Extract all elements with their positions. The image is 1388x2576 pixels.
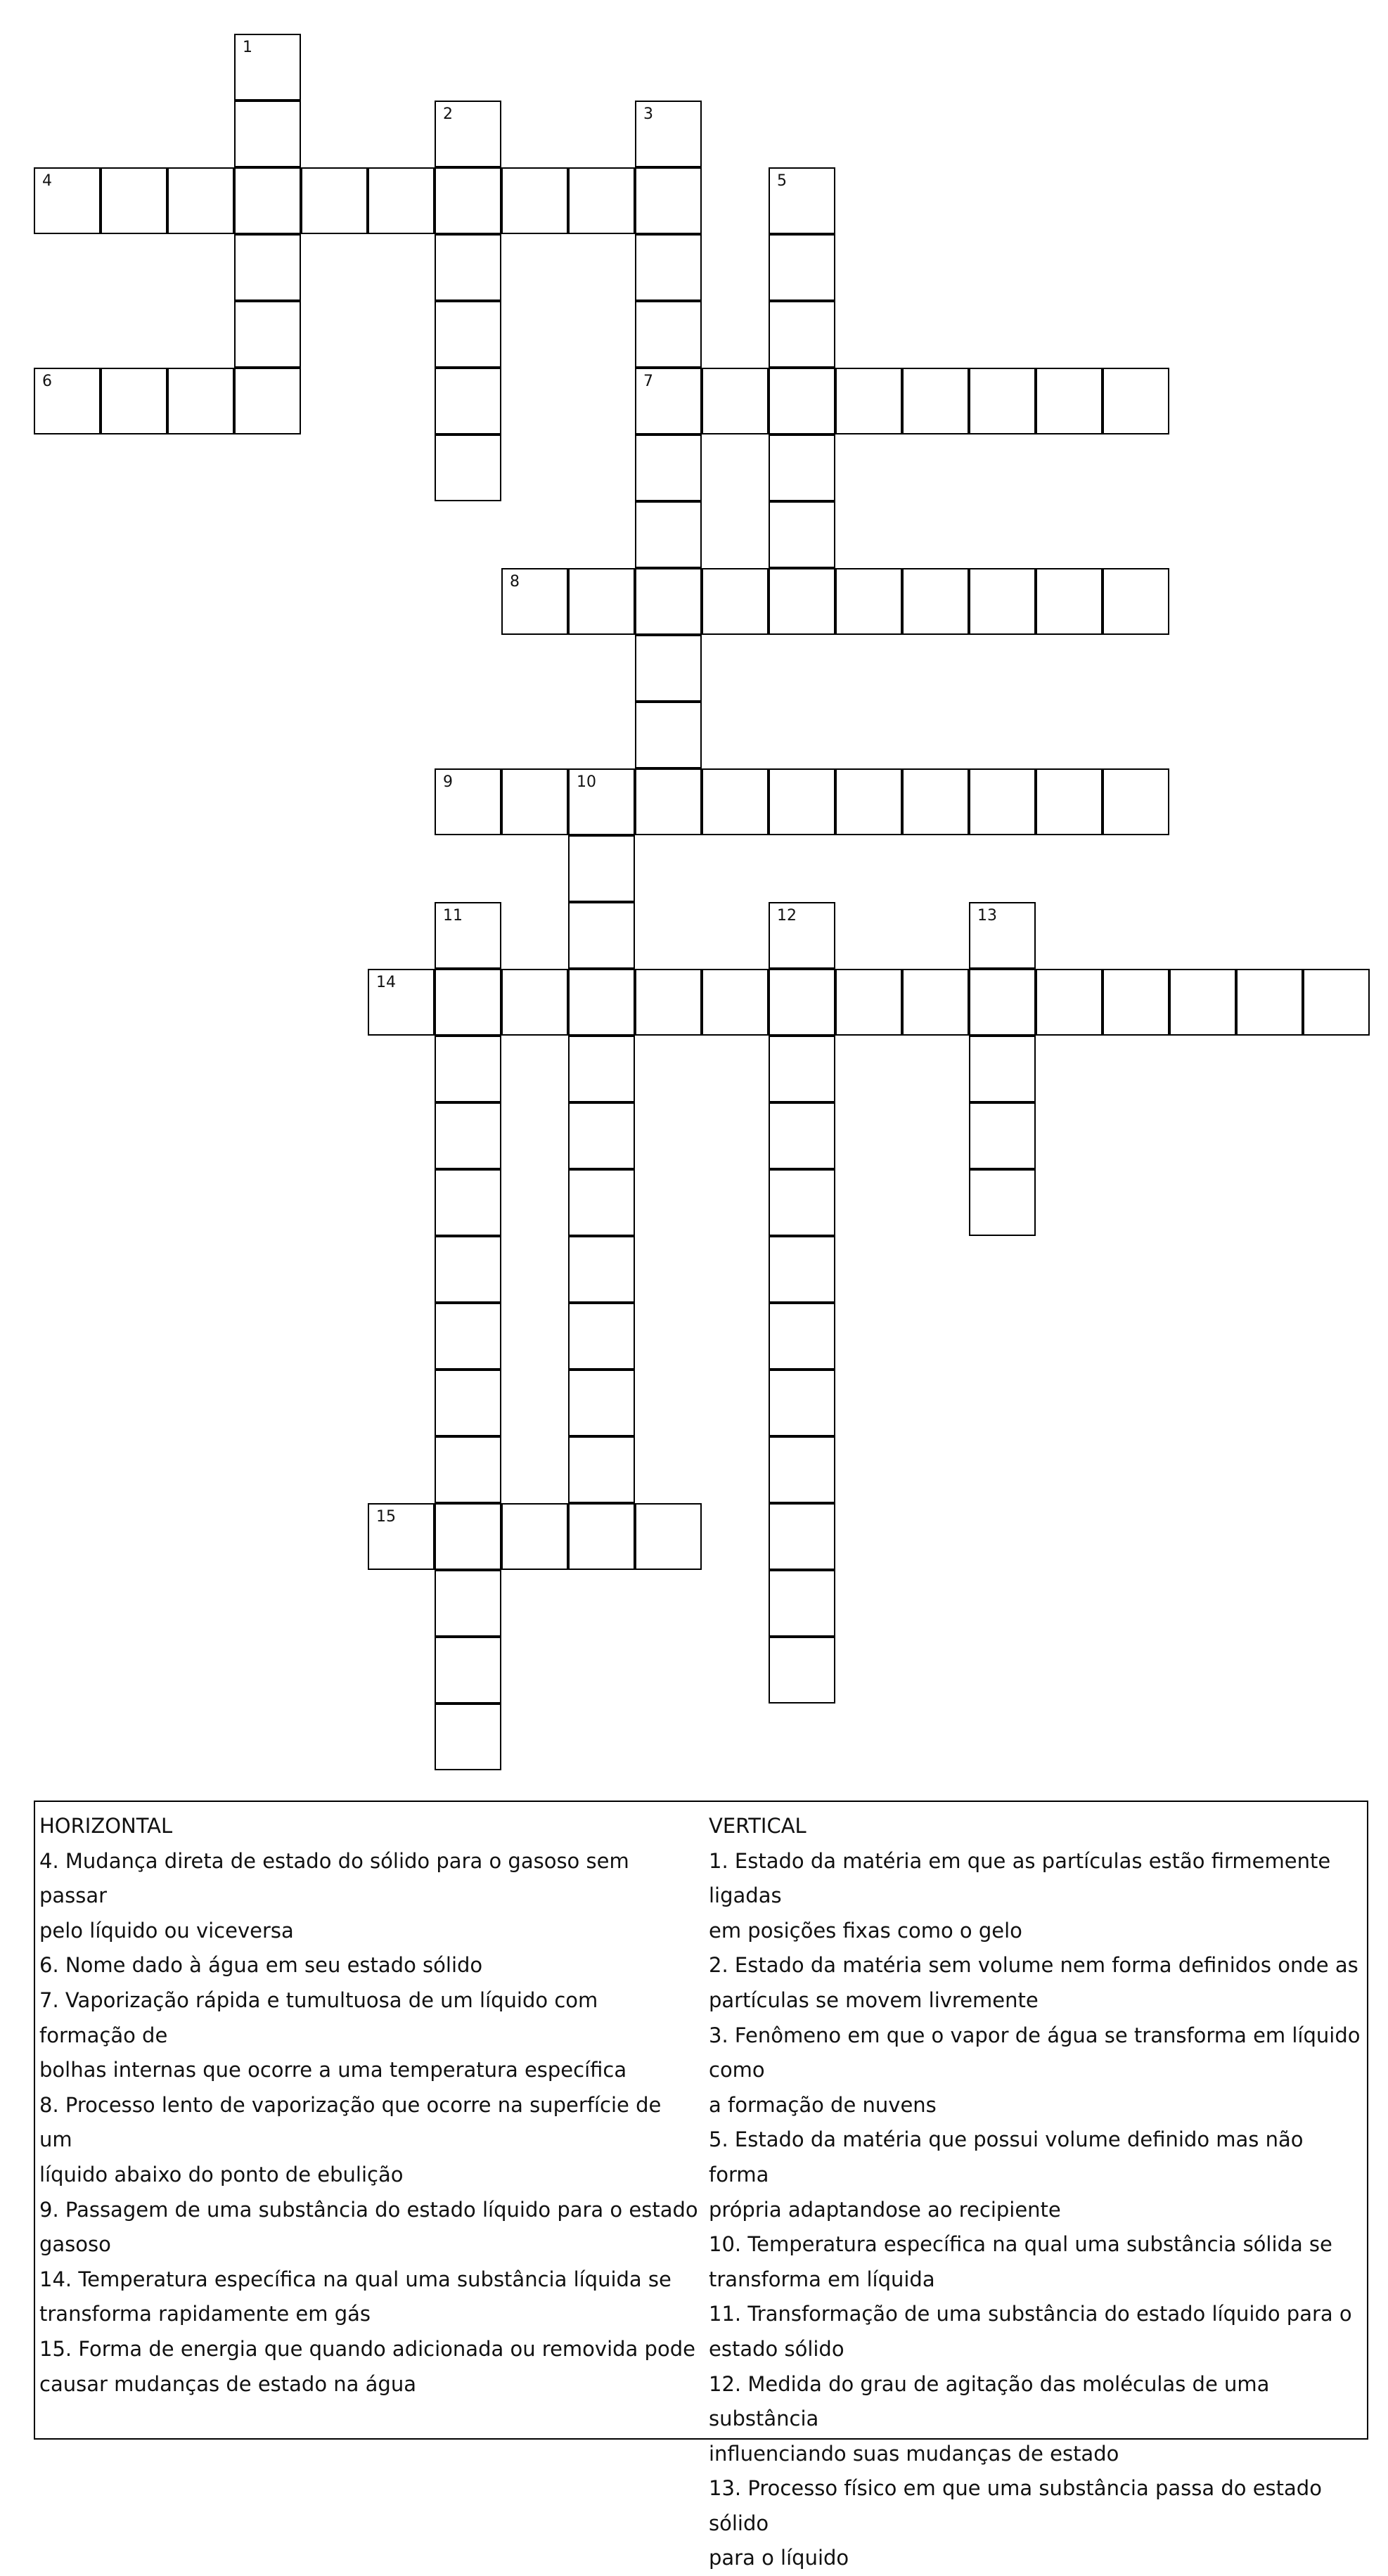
crossword-cell[interactable]	[234, 234, 301, 301]
horizontal-clues	[39, 1809, 700, 2402]
crossword-cell[interactable]	[635, 234, 702, 301]
crossword-cell[interactable]	[568, 568, 635, 635]
crossword-cell[interactable]	[1103, 368, 1169, 434]
clue-number: 1	[243, 39, 252, 56]
crossword-cell[interactable]	[835, 969, 902, 1036]
crossword-cell[interactable]	[769, 1503, 835, 1570]
crossword-cell[interactable]	[635, 101, 702, 167]
crossword-cell[interactable]	[1103, 969, 1169, 1036]
crossword-cell[interactable]	[1169, 969, 1236, 1036]
crossword-cell[interactable]	[635, 368, 702, 434]
crossword-cell[interactable]	[167, 368, 234, 434]
crossword-cell[interactable]	[435, 1570, 501, 1637]
clue-line: influenciando suas mudanças de estado	[709, 2441, 1119, 2466]
crossword-cell[interactable]	[1036, 768, 1103, 835]
crossword-cell[interactable]	[101, 368, 167, 434]
crossword-cell[interactable]	[702, 768, 769, 835]
crossword-cell[interactable]	[969, 1036, 1036, 1102]
crossword-cell[interactable]	[435, 1169, 501, 1236]
clue-line: 11. Transformação de uma substância do estado líquido para o	[709, 2302, 1352, 2326]
crossword-cell[interactable]	[435, 1370, 501, 1436]
crossword-cell[interactable]	[435, 902, 501, 969]
clue-number: 8	[510, 573, 520, 591]
crossword-cell[interactable]	[234, 368, 301, 434]
crossword-cell[interactable]	[769, 969, 835, 1036]
clue-line: transforma rapidamente em gás	[39, 2302, 371, 2326]
crossword-cell[interactable]	[769, 768, 835, 835]
crossword-cell[interactable]	[769, 1637, 835, 1704]
crossword-cell[interactable]	[568, 835, 635, 902]
clue-line: causar mudanças de estado na água	[39, 2371, 416, 2396]
crossword-cell[interactable]	[1036, 568, 1103, 635]
crossword-cell[interactable]	[435, 768, 501, 835]
clue-line: 9. Passagem de uma substância do estado líquido para o estado	[39, 2197, 698, 2222]
clues-box	[34, 1801, 1368, 2570]
crossword-cell[interactable]	[902, 969, 969, 1036]
crossword-cell[interactable]	[769, 234, 835, 301]
clue-line: 12. Medida do grau de agitação das moléculas de uma substância	[709, 2371, 1270, 2431]
crossword-cell[interactable]	[635, 568, 702, 635]
clue-number: 7	[643, 373, 653, 390]
crossword-cell[interactable]	[568, 902, 635, 969]
crossword-cell[interactable]	[568, 1303, 635, 1370]
crossword-cell[interactable]	[435, 1236, 501, 1303]
crossword-cell[interactable]	[568, 768, 635, 835]
crossword-cell[interactable]	[234, 101, 301, 167]
crossword-cell[interactable]	[501, 568, 568, 635]
crossword-cell[interactable]	[769, 568, 835, 635]
crossword-cell[interactable]	[435, 1704, 501, 1770]
crossword-cell[interactable]	[769, 368, 835, 434]
crossword-cell[interactable]	[769, 1370, 835, 1436]
crossword-cell[interactable]	[769, 1036, 835, 1102]
crossword-cell[interactable]	[769, 902, 835, 969]
clue-line: estado sólido	[709, 2336, 844, 2361]
crossword-cell[interactable]	[969, 1102, 1036, 1169]
clue-number: 3	[643, 105, 653, 123]
crossword-cell[interactable]	[769, 1169, 835, 1236]
crossword-cell[interactable]	[501, 768, 568, 835]
crossword-cell[interactable]	[101, 167, 167, 234]
crossword-cell[interactable]	[835, 368, 902, 434]
crossword-cell[interactable]	[635, 434, 702, 501]
crossword-cell[interactable]	[167, 167, 234, 234]
clue-line: em posições fixas como o gelo	[709, 1918, 1022, 1943]
vertical-heading: VERTICAL	[709, 1814, 807, 1838]
crossword-cell[interactable]	[568, 1169, 635, 1236]
crossword-cell[interactable]	[1236, 969, 1303, 1036]
crossword-cell[interactable]	[568, 1236, 635, 1303]
vertical-clues	[709, 1809, 1364, 2576]
clue-line: 15. Forma de energia que quando adicionada ou removida pode	[39, 2336, 695, 2361]
clue-line: 1. Estado da matéria em que as partículas estão firmemente ligadas	[709, 1848, 1331, 1908]
crossword-cell[interactable]	[702, 969, 769, 1036]
clue-number: 13	[977, 907, 997, 925]
crossword-cell[interactable]	[435, 368, 501, 434]
clue-line: líquido abaixo do ponto de ebulição	[39, 2162, 404, 2187]
crossword-cell[interactable]	[368, 1503, 435, 1570]
clue-number: 12	[777, 907, 797, 925]
clue-line: 6. Nome dado à água em seu estado sólido	[39, 1953, 483, 1978]
clue-number: 11	[443, 907, 463, 925]
clue-line: transforma em líquida	[709, 2267, 935, 2291]
clue-line: 7. Vaporização rápida e tumultuosa de um líquido com formação de	[39, 1988, 598, 2047]
crossword-cell[interactable]	[635, 1503, 702, 1570]
clue-number: 2	[443, 105, 453, 123]
crossword-cell[interactable]	[969, 768, 1036, 835]
horizontal-heading: HORIZONTAL	[39, 1814, 173, 1838]
crossword-cell[interactable]	[568, 1036, 635, 1102]
crossword-cell[interactable]	[702, 568, 769, 635]
crossword-cell[interactable]	[1103, 768, 1169, 835]
clue-number: 4	[42, 172, 52, 190]
crossword-cell[interactable]	[34, 167, 101, 234]
crossword-cell[interactable]	[769, 434, 835, 501]
crossword-cell[interactable]	[501, 1503, 568, 1570]
crossword-cell[interactable]	[769, 1236, 835, 1303]
crossword-cell[interactable]	[769, 301, 835, 368]
crossword-cell[interactable]	[1303, 969, 1370, 1036]
clue-number: 10	[577, 773, 596, 791]
clue-line: gasoso	[39, 2232, 111, 2257]
clue-number: 6	[42, 373, 52, 390]
crossword-cell[interactable]	[234, 301, 301, 368]
crossword-cell[interactable]	[902, 768, 969, 835]
clue-line: 8. Processo lento de vaporização que ocorre na superfície de um	[39, 2092, 662, 2152]
crossword-cell[interactable]	[568, 1436, 635, 1503]
crossword-cell[interactable]	[568, 167, 635, 234]
crossword-cell[interactable]	[435, 1102, 501, 1169]
clue-number: 14	[376, 974, 396, 991]
crossword-cell[interactable]	[769, 1570, 835, 1637]
crossword-cell[interactable]	[301, 167, 368, 234]
crossword-cell[interactable]	[769, 1436, 835, 1503]
crossword-cell[interactable]	[635, 702, 702, 768]
clue-line: 4. Mudança direta de estado do sólido para o gasoso sem passar	[39, 1848, 629, 1908]
crossword-cell[interactable]	[435, 301, 501, 368]
crossword-cell[interactable]	[234, 167, 301, 234]
crossword-cell[interactable]	[769, 501, 835, 568]
crossword-cell[interactable]	[234, 34, 301, 101]
crossword-cell[interactable]	[568, 1370, 635, 1436]
crossword-cell[interactable]	[969, 368, 1036, 434]
crossword-cell[interactable]	[368, 167, 435, 234]
crossword-cell[interactable]	[435, 1637, 501, 1704]
crossword-cell[interactable]	[969, 969, 1036, 1036]
crossword-cell[interactable]	[1036, 969, 1103, 1036]
clue-line: 13. Processo físico em que uma substância passa do estado sólido	[709, 2476, 1322, 2535]
clue-line: 2. Estado da matéria sem volume nem forma definidos onde as	[709, 1953, 1358, 1978]
crossword-cell[interactable]	[435, 1503, 501, 1570]
crossword-cell[interactable]	[969, 902, 1036, 969]
crossword-cell[interactable]	[635, 501, 702, 568]
crossword-cell[interactable]	[969, 1169, 1036, 1236]
clue-line: a formação de nuvens	[709, 2092, 937, 2117]
crossword-cell[interactable]	[702, 368, 769, 434]
clue-line: 5. Estado da matéria que possui volume definido mas não forma	[709, 2127, 1304, 2187]
crossword-cell[interactable]	[435, 1436, 501, 1503]
crossword-cell[interactable]	[368, 969, 435, 1036]
crossword-cell[interactable]	[568, 1503, 635, 1570]
crossword-cell[interactable]	[902, 568, 969, 635]
crossword-cell[interactable]	[435, 1036, 501, 1102]
crossword-cell[interactable]	[568, 969, 635, 1036]
crossword-cell[interactable]	[635, 301, 702, 368]
crossword-cell[interactable]	[34, 368, 101, 434]
crossword-cell[interactable]	[969, 568, 1036, 635]
crossword-cell[interactable]	[1103, 568, 1169, 635]
crossword-cell[interactable]	[568, 1102, 635, 1169]
clue-line: para o líquido	[709, 2546, 849, 2570]
crossword-cell[interactable]	[635, 768, 702, 835]
clue-line: 14. Temperatura específica na qual uma substância líquida se	[39, 2267, 671, 2291]
crossword-cell[interactable]	[835, 568, 902, 635]
crossword-cell[interactable]	[435, 167, 501, 234]
crossword-cell[interactable]	[1036, 368, 1103, 434]
crossword-cell[interactable]	[769, 167, 835, 234]
clue-line: própria adaptandose ao recipiente	[709, 2197, 1061, 2222]
clue-number: 15	[376, 1508, 396, 1526]
crossword-cell[interactable]	[435, 234, 501, 301]
clue-line: pelo líquido ou viceversa	[39, 1918, 294, 1943]
crossword-cell[interactable]	[835, 768, 902, 835]
crossword-cell[interactable]	[769, 1303, 835, 1370]
crossword-cell[interactable]	[501, 969, 568, 1036]
crossword-cell[interactable]	[435, 969, 501, 1036]
crossword-cell[interactable]	[635, 167, 702, 234]
crossword-cell[interactable]	[501, 167, 568, 234]
crossword-cell[interactable]	[902, 368, 969, 434]
crossword-cell[interactable]	[435, 101, 501, 167]
clue-line: bolhas internas que ocorre a uma temperatura específica	[39, 2058, 627, 2082]
clue-line: partículas se movem livremente	[709, 1988, 1039, 2012]
crossword-cell[interactable]	[635, 969, 702, 1036]
clue-line: 10. Temperatura específica na qual uma substância sólida se	[709, 2232, 1332, 2257]
clue-line: 3. Fenômeno em que o vapor de água se transforma em líquido como	[709, 2023, 1361, 2082]
crossword-cell[interactable]	[769, 1102, 835, 1169]
crossword-cell[interactable]	[435, 1303, 501, 1370]
clue-number: 9	[443, 773, 453, 791]
clue-number: 5	[777, 172, 787, 190]
crossword-cell[interactable]	[435, 434, 501, 501]
crossword-cell[interactable]	[635, 635, 702, 702]
